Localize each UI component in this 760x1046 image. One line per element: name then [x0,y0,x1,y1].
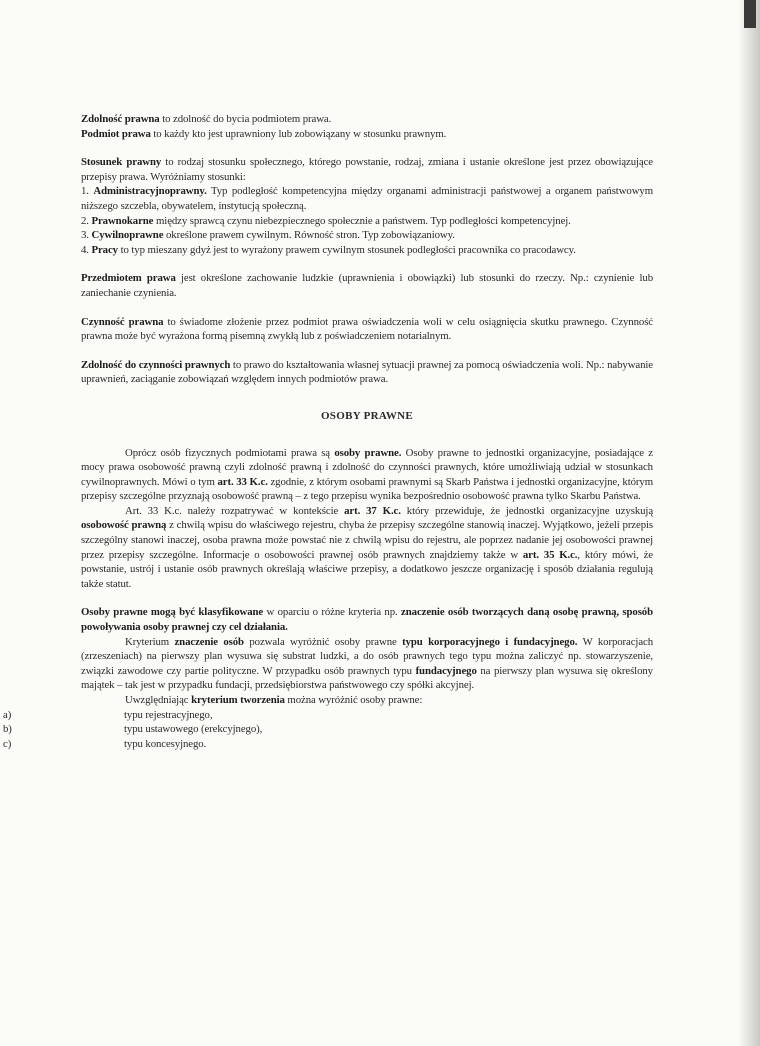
paragraph-art-37: Art. 33 K.c. należy rozpatrywać w kontekście art. 37 K.c. który przewiduje, że jednostki organizacyjne uzyskują osobowość prawną z chwilą wpisu do właściwego rejestru, chyba że przepisy szczególne stanowią inaczej. Wyjątkowo, jeżeli przepis szczególny stanowi inaczej, osoba prawna może powstać nie z chwilą wpisu do rejestru, ale poprzez nadanie jej osobowości prawnej przez przepisy szczególne. Informacje o osobowości prawnej osób prawnych znajdziemy także w art. 35 K.c., który mówi, że powstanie, ustrój i ustanie osób prawnych określają właściwe przepisy, a dodatkowo jeszcze organizację i sposób działania regulują także statut. [81,504,654,590]
section-heading: OSOBY PRAWNE [320,409,414,422]
relation-item-3: 3. Cywilnoprawne określone prawem cywilnym. Równość stron. Typ zobowiązaniowy. [81,229,455,242]
relation-item-1: 1. Administracyjnoprawny. Typ podległość kompetencyjna między organami administracji państwowej a organem państwowym niższego szczebla, obywatelem, instytucją społeczną. [81,185,653,212]
list-item: a) typu rejestracyjnego, [3,708,213,721]
definition-capacity-to-act: Zdolność do czynności prawnych to prawo do kształtowania własnej sytuacji prawnej za pomocą oświadczenia woli. Np.: nabywanie uprawnień, zaciąganie zobowiązań względem innych podmiotów prawa. [81,358,653,386]
definition-legal-capacity: Zdolność prawna to zdolność do bycia podmiotem prawa. [81,113,332,125]
relation-item-2: 2. Prawnokarne między sprawcą czynu niebezpiecznego społecznie a państwem. Typ podległości kompetencyjnej. [81,214,571,227]
scan-corner-mark [744,0,756,28]
definition-legal-subject: Podmiot prawa to każdy kto jest uprawniony lub zobowiązany w stosunku prawnym. [81,127,447,140]
paragraph-criterion-persons: Kryterium znaczenie osób pozwala wyróżnić osoby prawne typu korporacyjnego i fundacyjnego. W korporacjach (zrzeszeniach) na pierwszy plan wysuwa się substrat ludzki, a do osób prawnych tego typu można zaliczyć np. stowarzyszenie, związki zawodowe czy partie polityczne. W przypadku osób prawnych typu fundacyjnego na pierwszy plan wysuwa się określony majątek – tak jest w przypadku fundacji, przedsiębiorstwa państwowego czy spółki akcyjnej. [81,635,654,692]
list-item: c) typu koncesyjnego. [3,737,207,750]
paragraph-criterion-creation: Uwzględniając kryterium tworzenia można wyróżnić osoby prawne: [125,694,423,706]
relation-item-4: 4. Pracy to typ mieszany gdyż jest to wyrażony prawem cywilnym stosunek podległości pracownika co pracodawcy. [81,243,576,256]
scan-edge-shadow [738,0,760,1046]
paragraph-legal-persons: Oprócz osób fizycznych podmiotami prawa są osoby prawne. Osoby prawne to jednostki organizacyjne, posiadające z mocy prawa osobowość prawną czyli zdolność prawną i zdolność do czynności prawnych, które umożliwiają udział w stosunkach cywilnoprawnych. Mówi o tym art. 33 K.c. zgodnie, z którym osobami prawnymi są Skarb Państwa i jednostki organizacyjne, którym przepisy szczególne przyznają osobowość prawną – z tego przepisu wynika bezpośrednio osobowość prawna tylko Skarbu Państwa. [81,446,654,503]
document-page [3,112,654,751]
list-item: b) typu ustawowego (erekcyjnego), [3,723,263,736]
definition-legal-act: Czynność prawna to świadome złożenie przez podmiot prawa oświadczenia woli w celu osiągnięcia skutku prawnego. Czynność prawna może być wyrażona formą pisemną zwykłą lub z poświadczeniem notarialnym. [81,315,653,343]
definition-legal-relation: Stosunek prawny to rodzaj stosunku społecznego, którego powstanie, rodzaj, zmiana i ustanie określone jest przez obowiązujące przepisy prawa. Wyróżniamy stosunki: [81,156,653,183]
definition-object-of-law: Przedmiotem prawa jest określone zachowanie ludzkie (uprawnienia i obowiązki) lub stosunki do rzeczy. Np.: czynienie lub zaniechanie czynienia. [81,272,653,299]
paragraph-classification: Osoby prawne mogą być klasyfikowane w oparciu o różne kryteria np. znaczenie osób tworzących daną osobę prawną, sposób powoływania osoby prawnej czy cel działania. [81,606,654,634]
